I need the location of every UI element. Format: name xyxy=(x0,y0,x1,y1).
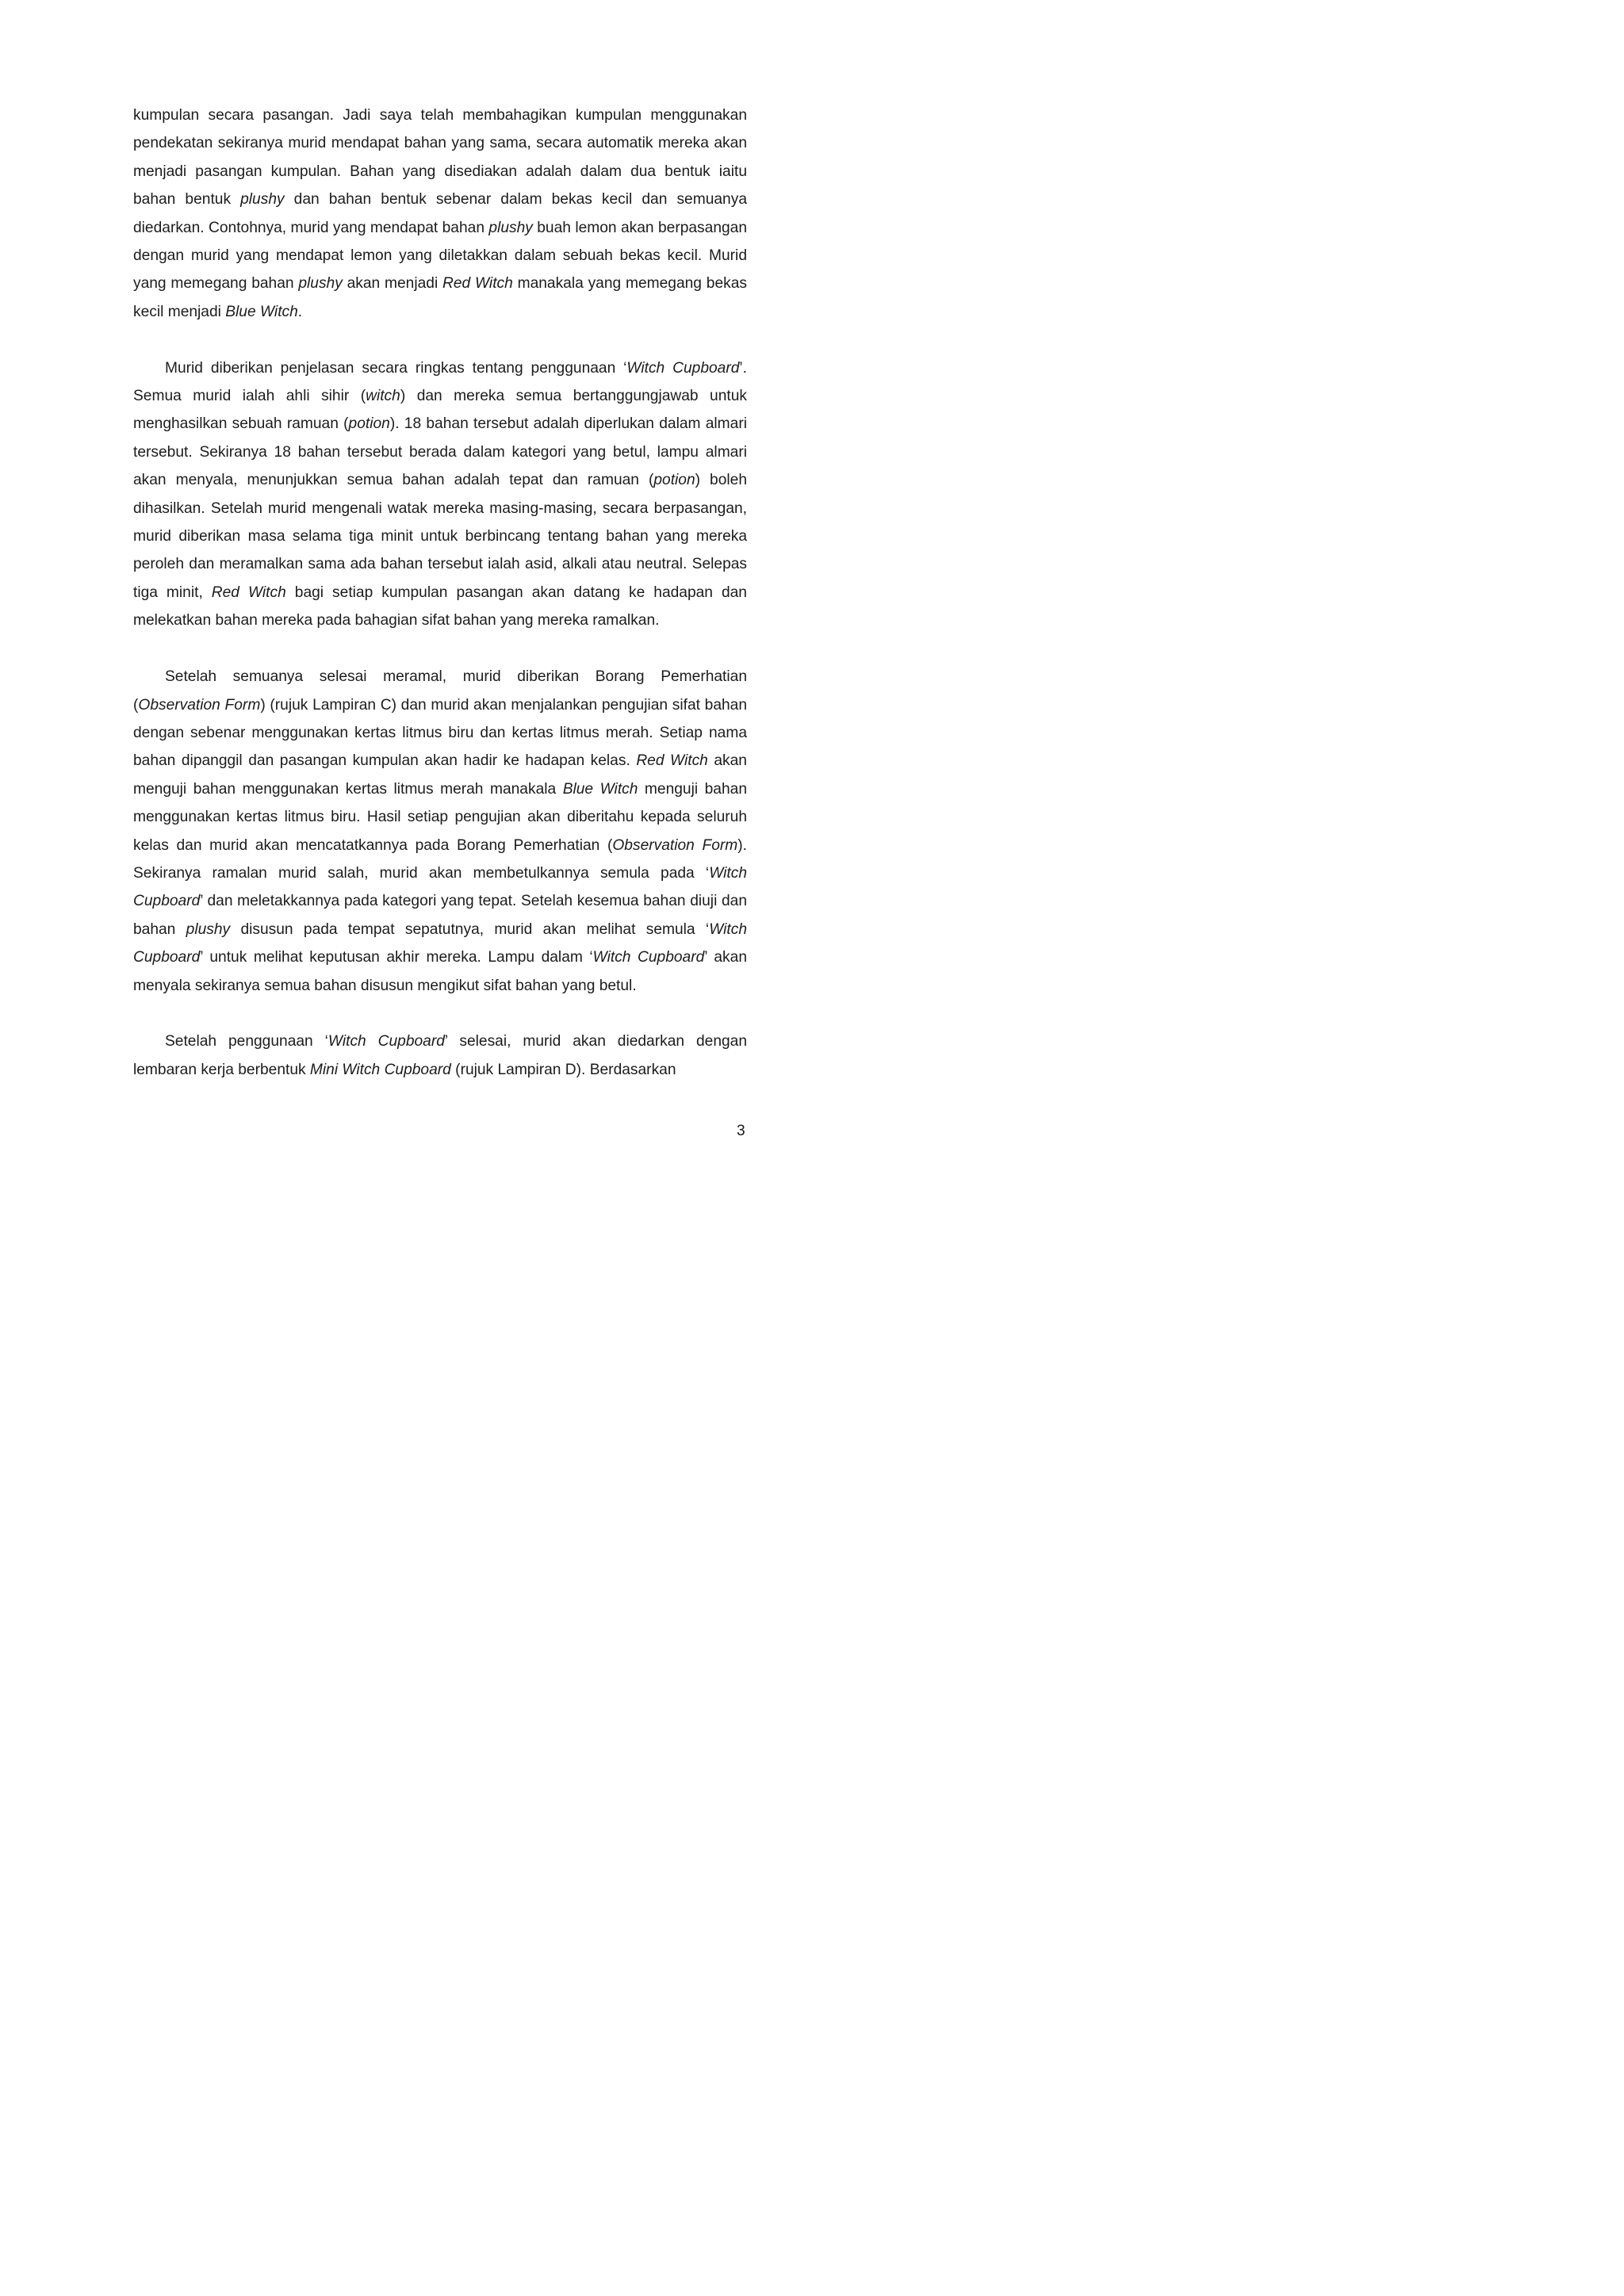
text-run: ). Sekiranya ramalan murid salah, murid akan membetulkannya semula pada ‘ xyxy=(133,836,748,882)
italic-term: Witch Cupboard xyxy=(592,949,705,966)
text-run: Murid diberikan penjelasan secara ringkas tentang penggunaan ‘ xyxy=(165,359,627,377)
body-text xyxy=(133,101,747,1084)
paragraph-3 xyxy=(133,663,747,1000)
document-page xyxy=(0,0,875,1238)
italic-term: Mini Witch Cupboard xyxy=(309,1061,451,1078)
italic-term: Red Witch xyxy=(442,275,513,293)
text-run: Setelah penggunaan ‘ xyxy=(165,1033,328,1050)
text-run: buah lemon akan berpasangan dengan murid yang mendapat lemon yang diletakkan dalam sebuah bekas kecil. Murid yang memegang bahan xyxy=(133,219,748,293)
paragraph-1 xyxy=(133,101,747,326)
text-run: ) dan mereka semua bertanggungjawab untuk menghasilkan sebuah ramuan ( xyxy=(133,388,747,433)
italic-term: plushy xyxy=(488,219,533,236)
text-run: ). 18 bahan tersebut adalah diperlukan dalam almari tersebut. Sekiranya 18 bahan tersebut berada dalam kategori yang betul, lampu almari akan menyala, menunjukkan semua bahan adalah tepat dan ramuan ( xyxy=(133,415,747,489)
text-run: kumpulan secara pasangan. Jadi saya telah membahagikan kumpulan menggunakan pendekatan sekiranya murid mendapat bahan yang sama, secara automatik mereka akan menjadi pasangan kumpulan. Bahan yang disediakan adalah dalam dua bentuk iaitu bahan bentuk xyxy=(133,107,747,209)
italic-term: witch xyxy=(366,388,400,405)
italic-term: potion xyxy=(348,415,390,433)
text-run: dan bahan bentuk sebenar dalam bekas kecil dan semuanya diedarkan. Contohnya, murid yang mendapat bahan xyxy=(133,191,747,236)
text-run: ’. Semua murid ialah ahli sihir ( xyxy=(133,359,747,405)
italic-term: Blue Witch xyxy=(562,780,638,798)
text-run: disusun pada tempat sepatutnya, murid akan melihat semula ‘ xyxy=(230,920,710,938)
text-run: akan menguji bahan menggunakan kertas litmus merah manakala xyxy=(133,752,747,798)
paragraph-4 xyxy=(133,1027,747,1084)
paragraph-2 xyxy=(133,354,747,635)
italic-term: plushy xyxy=(186,920,231,938)
text-run: ’ untuk melihat keputusan akhir mereka. Lampu dalam ‘ xyxy=(200,949,593,966)
text-run: ’ akan menyala sekiranya semua bahan disusun mengikut sifat bahan yang betul. xyxy=(133,949,747,994)
italic-term: potion xyxy=(653,472,695,489)
text-run: . xyxy=(297,303,303,320)
italic-term: Observation Form xyxy=(138,696,261,714)
italic-term: Blue Witch xyxy=(225,303,298,320)
italic-term: Observation Form xyxy=(612,836,738,854)
text-run: ) boleh dihasilkan. Setelah murid mengenali watak mereka masing-masing, secara berpasangan, murid diberikan masa selama tiga minit untuk berbincang tentang bahan yang mereka peroleh dan meramalkan sama ada bahan tersebut ialah asid, alkali atau neutral. Selepas tiga minit, xyxy=(133,472,748,601)
italic-term: Witch Cupboard xyxy=(327,1033,445,1050)
page-number: 3 xyxy=(737,1123,745,1139)
text-run: (rujuk Lampiran D). Berdasarkan xyxy=(450,1061,676,1078)
italic-term: Witch Cupboard xyxy=(626,359,740,377)
italic-term: Witch Cupboard xyxy=(133,920,747,966)
italic-term: Witch Cupboard xyxy=(133,864,747,910)
text-run: ’ selesai, murid akan diedarkan dengan lembaran kerja berbentuk xyxy=(133,1033,748,1078)
text-run: Setelah semuanya selesai meramal, murid diberikan Borang Pemerhatian ( xyxy=(133,668,747,714)
text-run: menguji bahan menggunakan kertas litmus biru. Hasil setiap pengujian akan diberitahu kepada seluruh kelas dan murid akan mencatatkannya pada Borang Pemerhatian ( xyxy=(133,780,747,854)
text-run: bagi setiap kumpulan pasangan akan datang ke hadapan dan melekatkan bahan mereka pada bahagian sifat bahan yang mereka ramalkan. xyxy=(133,584,747,629)
text-run: akan menjadi xyxy=(342,275,442,293)
text-run: ) (rujuk Lampiran C) dan murid akan menjalankan pengujian sifat bahan dengan sebenar menggunakan kertas litmus biru dan kertas litmus merah. Setiap nama bahan dipanggil dan pasangan kumpulan akan hadir ke hadapan kelas. xyxy=(133,696,748,770)
text-run: ’ dan meletakkannya pada kategori yang tepat. Setelah kesemua bahan diuji dan bahan xyxy=(133,893,747,938)
italic-term: plushy xyxy=(298,275,343,293)
italic-term: plushy xyxy=(240,191,285,209)
text-run: manakala yang memegang bekas kecil menjadi xyxy=(133,275,747,320)
italic-term: Red Witch xyxy=(636,752,708,770)
italic-term: Red Witch xyxy=(211,584,286,601)
